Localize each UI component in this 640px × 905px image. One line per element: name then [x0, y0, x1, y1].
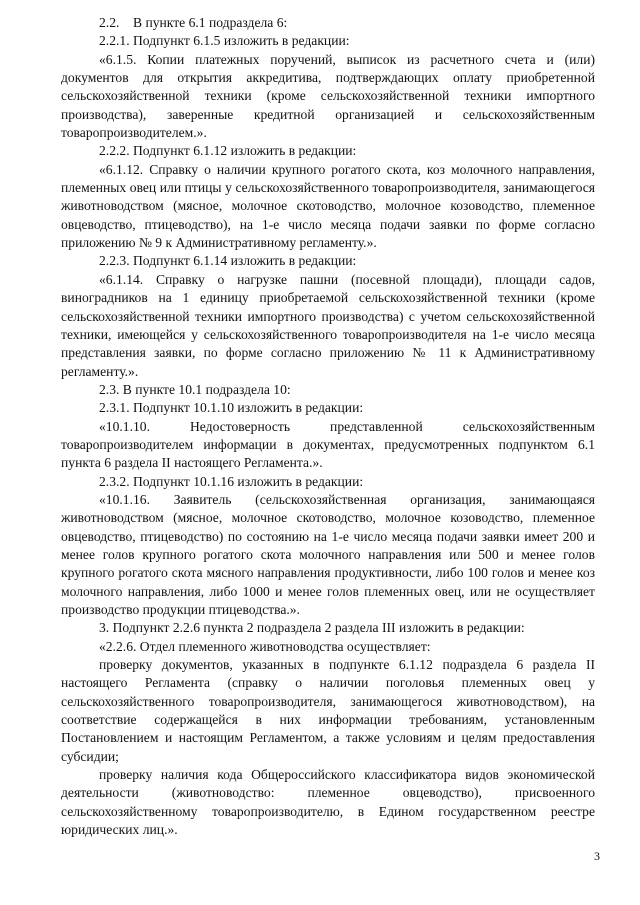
paragraph-2-2-6-text: «2.2.6. Отдел племенного животноводства осуществляет: — [99, 638, 431, 654]
paragraph-6-1-12-text: «6.1.12. Справку о наличии крупного рогатого скота, коз молочного направления, племенных овец или птицы у сельскохозяйственного товаропроизводителя, занимающегося животноводством (мясное, молочное скотоводство, молочное козоводство, племенное овцеводство, птицеводство), на 1-е число месяца подачи заявки по форме согласно приложению № 9 к Административному регламенту.». — [61, 161, 595, 251]
paragraph-6-1-14-text: «6.1.14. Справку о нагрузке пашни (посевной площади), площади садов, виноградников на 1 единицу приобретаемой сельскохозяйственной техники (кроме сельскохозяйственной техники импортного производства) с учетом сельскохозяйственной техники, имеющейся у сельскохозяйственного товаропроизводителя на 1-е число месяца представления заявки, по форме согласно приложению № 11 к Административному регламенту.». — [61, 271, 595, 379]
paragraph-check-documents: проверку документов, указанных в подпункте 6.1.12 подраздела 6 раздела II настоящего Регламента (справку о наличии поголовья племенных овец у сельскохозяйственного товаропроизводителя, занимающегося животноводством), на соответствие содержащейся в них информации требованиям, установленным Постановлением и настоящим Регламентом, а также условиям и целям предоставления субсидии; — [61, 657, 595, 764]
paragraph-3: 3. Подпункт 2.2.6 пункта 2 подраздела 2 раздела III изложить в редакции: — [99, 620, 525, 636]
paragraph-2-2-2: 2.2.2. Подпункт 6.1.12 изложить в редакции: — [99, 143, 357, 159]
paragraph-2-2: 2.2. В пункте 6.1 подраздела 6: — [99, 15, 288, 30]
paragraph-2-3-1: 2.3.1. Подпункт 10.1.10 изложить в редакции: — [99, 400, 364, 416]
paragraph-2-3-2: 2.3.2. Подпункт 10.1.16 изложить в редакции: — [99, 473, 364, 489]
page-number: 3 — [594, 849, 600, 863]
paragraph-2-2-3: 2.2.3. Подпункт 6.1.14 изложить в редакции: — [99, 253, 357, 269]
paragraph-6-1-5-text: «6.1.5. Копии платежных поручений, выписок из расчетного счета и (или) документов для открытия аккредитива, подтверждающих оплату приобретенной сельскохозяйственной техники (кроме сельскохозяйственной техники импортного производства), заверенные кредитной организацией и сельскохозяйственным товаропроизводителем.». — [61, 51, 595, 141]
paragraph-2-2-1: 2.2.1. Подпункт 6.1.5 изложить в редакции: — [99, 33, 350, 49]
paragraph-10-1-16-text: «10.1.16. Заявитель (сельскохозяйственная организация, занимающаяся животноводством (мясное, молочное скотоводство, молочное козоводство, племенное овцеводство, птицеводство) по состоянию на 1-е число месяца подачи заявки имеет 200 и менее голов крупного рогатого скота молочного направления или 500 и менее голов крупного рогатого скота мясного направления продуктивности, либо 100 голов и менее коз молочного направления, либо 1000 и менее голов племенных овец, или не осуществляет производство продукции птицеводства.». — [61, 491, 595, 617]
document-body — [61, 14, 595, 839]
paragraph-10-1-10-text: «10.1.10. Недостоверность представленной сельскохозяйственным товаропроизводителем информации в документах, предусмотренных подпунктом 6.1 пункта 6 раздела II настоящего Регламента.». — [61, 418, 595, 471]
paragraph-check-okved: проверку наличия кода Общероссийского классификатора видов экономической деятельности (животноводство: племенное овцеводство), присвоенного сельскохозяйственному товаропроизводителю, в Едином государственном реестре юридических лиц.». — [61, 767, 595, 838]
paragraph-2-3: 2.3. В пункте 10.1 подраздела 10: — [99, 381, 291, 397]
